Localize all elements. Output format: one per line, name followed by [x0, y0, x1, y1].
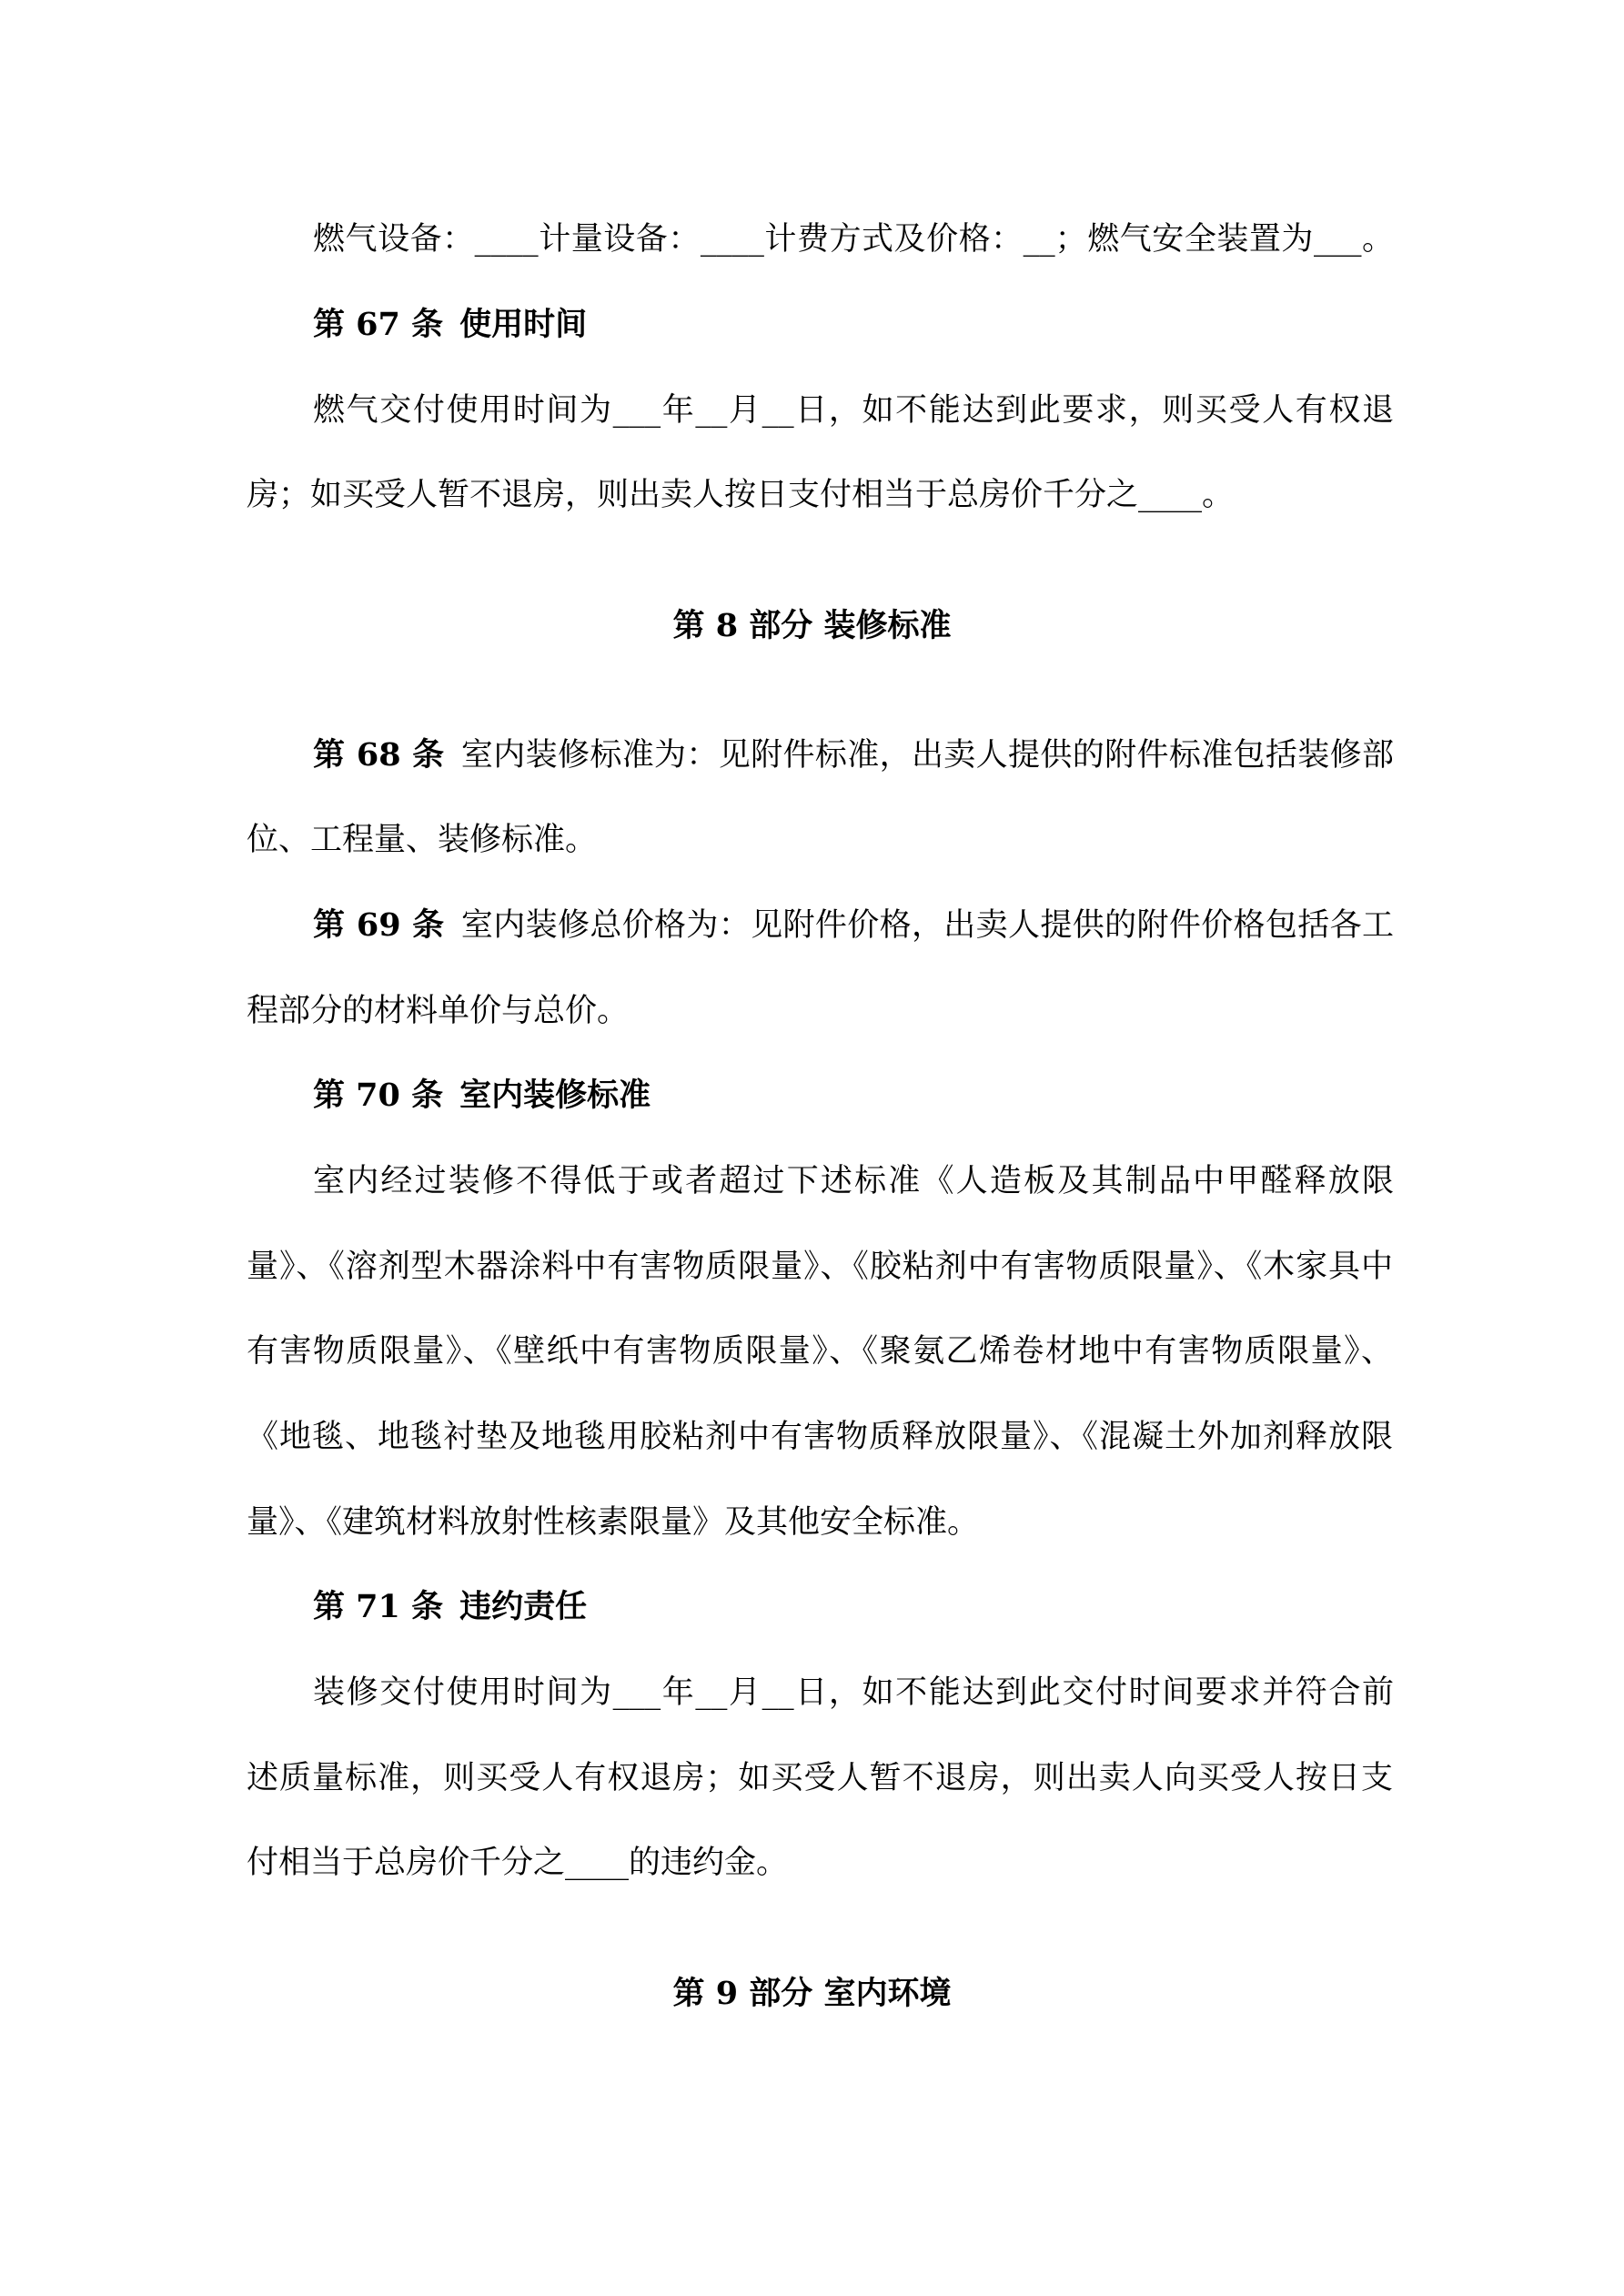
article-71-number: 第 71 条 — [313, 1588, 444, 1625]
article-71-line-3: 付相当于总房价千分之____的违约金。 — [247, 1845, 789, 1881]
article-70-title: 室内装修标准 — [459, 1077, 651, 1114]
article-71-line-2: 述质量标准，则买受人有权退房；如买受人暂不退房，则出卖人向买受人按日支 — [247, 1760, 1393, 1796]
article-69-number: 第 69 条 — [313, 906, 445, 944]
article-70-line-3: 有害物质限量》、《壁纸中有害物质限量》、《聚氨乙烯卷材地中有害物质限量》、 — [247, 1333, 1393, 1370]
article-68-number: 第 68 条 — [313, 736, 445, 774]
article-71-line-1: 装修交付使用时间为___年__月__日，如不能达到此交付时间要求并符合前 — [313, 1674, 1394, 1711]
article-69-line-2: 程部分的材料单价与总价。 — [247, 993, 630, 1029]
article-70-line-4: 《地毯、地毯衬垫及地毯用胶粘剂中有害物质释放限量》、《混凝土外加剂释放限 — [247, 1419, 1393, 1455]
article-68-line-2: 位、工程量、装修标准。 — [247, 822, 598, 858]
article-69-text: 室内装修总价格为：见附件价格，出卖人提供的附件价格包括各工 — [460, 907, 1394, 944]
article-70-line-5: 量》、《建筑材料放射性核素限量》及其他安全标准。 — [247, 1504, 980, 1541]
article-67-title: 使用时间 — [459, 306, 588, 343]
article-68-line-1 — [313, 728, 1394, 783]
article-67-number: 第 67 条 — [313, 306, 444, 343]
article-70-heading — [313, 1068, 1394, 1123]
part-8-title: 第 8 部分 装修标准 — [672, 607, 952, 644]
article-71-title: 违约责任 — [459, 1588, 588, 1625]
article-67-heading — [313, 298, 1394, 352]
gas-equipment-line: 燃气设备：____计量设备：____计费方式及价格：__；燃气安全装置为___。 — [313, 221, 1394, 258]
part-9-title: 第 9 部分 室内环境 — [672, 1975, 952, 2012]
article-71-heading — [313, 1580, 1394, 1634]
article-70-line-2: 量》、《溶剂型木器涂料中有害物质限量》、《胶粘剂中有害物质限量》、《木家具中 — [247, 1249, 1393, 1285]
article-67-line-1: 燃气交付使用时间为___年__月__日，如不能达到此要求，则买受人有权退 — [313, 392, 1394, 429]
article-68-text: 室内装修标准为：见附件标准，出卖人提供的附件标准包括装修部 — [460, 737, 1394, 774]
article-69-line-1 — [313, 898, 1394, 953]
article-70-number: 第 70 条 — [313, 1077, 444, 1114]
article-70-line-1: 室内经过装修不得低于或者超过下述标准《人造板及其制品中甲醛释放限 — [313, 1163, 1394, 1199]
article-67-line-2: 房；如买受人暂不退房，则出卖人按日支付相当于总房价千分之____。 — [247, 477, 1235, 513]
